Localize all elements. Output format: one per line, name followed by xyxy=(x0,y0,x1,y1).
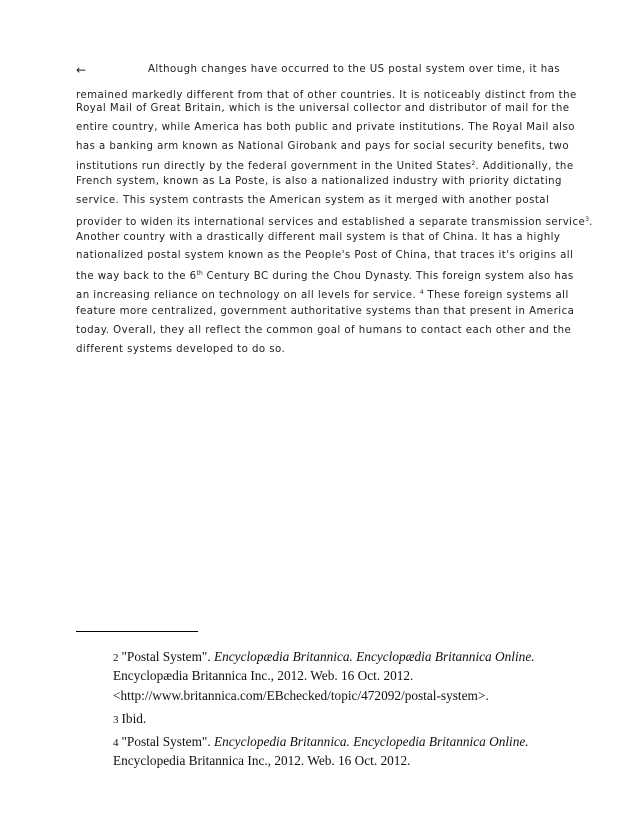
body-text: . xyxy=(589,217,593,228)
body-line-1: Although changes have occurred to the US postal system over time, it has xyxy=(148,64,561,75)
body-text: provider to widen its international services and established a separate transmission service xyxy=(76,217,586,228)
footnote-2-url: <http://www.britannica.com/EBchecked/topic/472092/postal-system>. xyxy=(113,688,489,703)
body-line-9 xyxy=(76,213,593,230)
body-line-5: has a banking arm known as National Girobank and pays for social security benefits, two xyxy=(76,141,570,152)
body-line-15: today. Overall, they all reflect the common goal of humans to contact each other and the xyxy=(76,325,572,336)
footnote-3 xyxy=(113,711,146,728)
footnote-number: 3 xyxy=(113,714,119,726)
body-line-11: nationalized postal system known as the People's Post of China, that traces it's origins all xyxy=(76,250,574,261)
body-text: These foreign systems all xyxy=(423,290,569,301)
footnote-ref-4: 4 xyxy=(419,289,424,296)
footnote-4-line-2: Encyclopedia Britannica Inc., 2012. Web. 16 Oct. 2012. xyxy=(113,753,411,768)
footnote-number: 4 xyxy=(113,737,119,749)
body-text: . Additionally, the xyxy=(475,161,574,172)
body-text: the way back to the 6 xyxy=(76,271,197,282)
footnote-ref-3: 3 xyxy=(585,216,590,223)
body-text: institutions run directly by the federal government in the United States xyxy=(76,161,472,172)
footnote-title: "Postal System". xyxy=(121,649,214,664)
body-text: Century BC during the Chou Dynasty. This foreign system also has xyxy=(202,271,574,282)
ordinal-suffix: th xyxy=(196,270,203,277)
footnote-4-line-1 xyxy=(113,734,529,751)
body-line-13 xyxy=(76,286,569,303)
body-line-7: French system, known as La Poste, is also a nationalized industry with priority dictating xyxy=(76,176,562,187)
footnote-2-line-2: Encyclopædia Britannica Inc., 2012. Web. 16 Oct. 2012. xyxy=(113,668,414,683)
body-line-8: service. This system contrasts the American system as it merged with another postal xyxy=(76,195,550,206)
footnote-source: Encyclopædia Britannica. Encyclopædia Britannica Online. xyxy=(214,649,535,664)
body-text: an increasing reliance on technology on all levels for service. xyxy=(76,290,420,301)
body-line-12 xyxy=(76,267,574,284)
body-line-14: feature more centralized, government authoritative systems than that present in America xyxy=(76,306,575,317)
footnote-2-line-1 xyxy=(113,649,535,666)
indent-arrow-icon: ← xyxy=(76,63,87,77)
footnote-text: Ibid. xyxy=(121,711,147,726)
footnote-title: "Postal System". xyxy=(121,734,214,749)
footnote-source: Encyclopedia Britannica. Encyclopedia Britannica Online. xyxy=(214,734,529,749)
footnote-ref-2: 2 xyxy=(471,160,476,167)
footnote-number: 2 xyxy=(113,652,119,664)
body-line-16: different systems developed to do so. xyxy=(76,344,286,355)
body-line-10: Another country with a drastically different mail system is that of China. It has a highly xyxy=(76,232,561,243)
body-line-4: entire country, while America has both public and private institutions. The Royal Mail also xyxy=(76,122,575,133)
body-line-2: remained markedly different from that of other countries. It is noticeably distinct from the xyxy=(76,90,577,101)
footnote-separator xyxy=(76,631,198,632)
body-line-6 xyxy=(76,157,574,174)
body-line-3: Royal Mail of Great Britain, which is the universal collector and distributor of mail for the xyxy=(76,103,570,114)
